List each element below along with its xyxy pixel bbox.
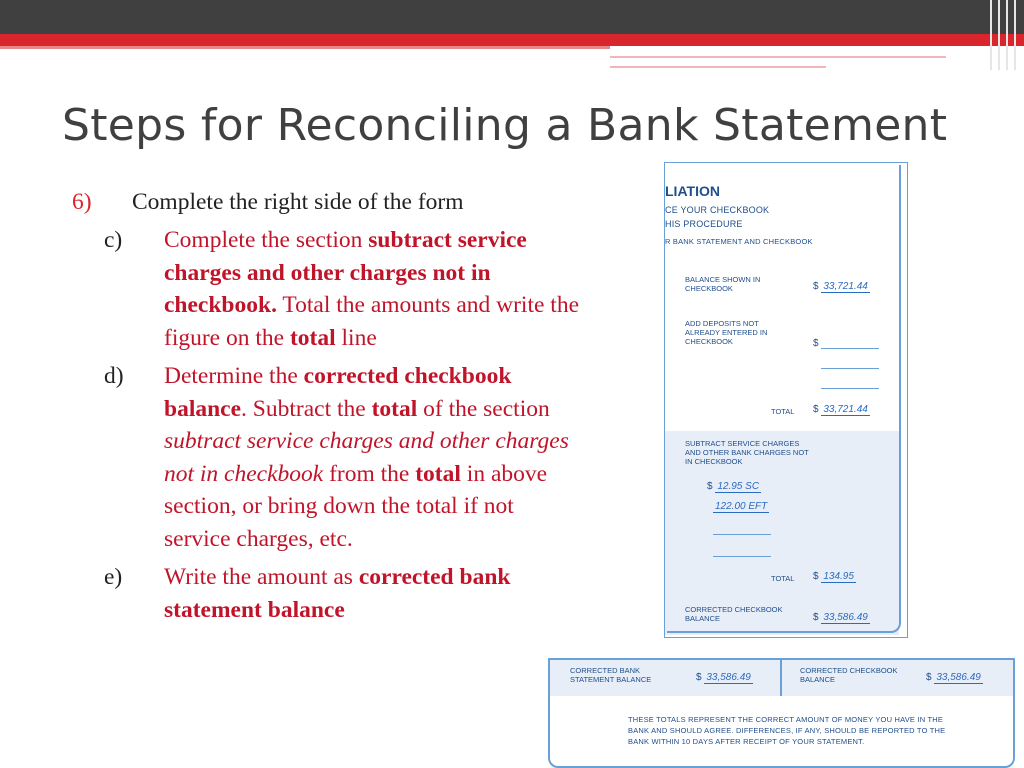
- reconciliation-form-image: [664, 162, 908, 638]
- step-number: 6): [72, 189, 92, 215]
- summary-note: THESE TOTALS REPRESENT THE CORRECT AMOUNT OF MONEY YOU HAVE IN THE BANK AND SHOULD AGREE. DIFFERENCES, IF ANY, SHOULD BE REPORTED TO THE BANK WITHIN 10 DAYS AFTER RECEIPT OF YOUR STATEMENT.: [628, 715, 946, 746]
- substep-number: d): [104, 363, 124, 389]
- substep-number: c): [104, 227, 123, 253]
- summary-divider: [780, 660, 782, 696]
- decor-stripes: [984, 0, 1024, 70]
- charge-line-4: [713, 555, 771, 557]
- step-text: Complete the right side of the form: [132, 189, 464, 215]
- form-subheading-1: CE YOUR CHECKBOOK: [665, 205, 770, 215]
- dollar-sign: $: [813, 338, 819, 349]
- substep-text: Determine the corrected checkbook balance. Subtract the total of the section subtract service charges and other charges not in checkbook from the total in above section, or bring down the total if not service charges, etc.: [164, 363, 569, 552]
- total-label: TOTAL: [771, 407, 795, 416]
- balance-shown-label: BALANCE SHOWN IN CHECKBOOK: [685, 275, 761, 293]
- corrected-bank-amount: $ 33,586.49: [696, 672, 751, 683]
- deposit-line-2: [821, 367, 879, 369]
- form-heading: LIATION: [665, 183, 720, 199]
- add-deposits-label: ADD DEPOSITS NOT ALREADY ENTERED IN CHECKBOOK: [685, 319, 768, 346]
- form-border: [667, 165, 901, 633]
- charge-line-3: [713, 533, 771, 535]
- substep-d: [72, 360, 592, 555]
- decor-line-1: [610, 56, 946, 58]
- corrected-checkbook-summary-amount: $ 33,586.49: [926, 672, 981, 683]
- slide-content: [72, 186, 592, 626]
- slide-title: Steps for Reconciling a Bank Statement: [62, 100, 948, 151]
- deposit-line-3: [821, 387, 879, 389]
- total-amount: $ 33,721.44: [813, 404, 868, 415]
- form-subheading-3: R BANK STATEMENT AND CHECKBOOK: [665, 237, 813, 246]
- substep-e: [72, 561, 592, 626]
- deposit-line-1: [821, 347, 879, 349]
- charge-1-amount: $ 12.95 SC: [707, 481, 760, 492]
- decor-line-2: [610, 66, 826, 68]
- total-2-label: TOTAL: [771, 574, 795, 583]
- form-subheading-2: HIS PROCEDURE: [665, 219, 743, 229]
- balance-shown-amount: $ 33,721.44: [813, 281, 868, 292]
- subtract-charges-label: SUBTRACT SERVICE CHARGES AND OTHER BANK CHARGES NOT IN CHECKBOOK: [685, 439, 809, 466]
- top-red-accent: [0, 46, 610, 49]
- balance-summary-form-image: [548, 658, 1015, 768]
- corrected-checkbook-summary-label: CORRECTED CHECKBOOK BALANCE: [800, 666, 898, 684]
- charge-2-amount: 122.00 EFT: [715, 501, 768, 512]
- substep-text: Complete the section subtract service charges and other charges not in checkbook. Total the amounts and write the figure on the total line: [164, 227, 579, 351]
- top-dark-bar: [0, 0, 1024, 34]
- substep-c: [72, 224, 592, 354]
- corrected-bank-label: CORRECTED BANK STATEMENT BALANCE: [570, 666, 652, 684]
- corrected-checkbook-label: CORRECTED CHECKBOOK BALANCE: [685, 605, 783, 623]
- top-red-bar: [0, 34, 1024, 46]
- substep-text: Write the amount as corrected bank statement balance: [164, 564, 511, 623]
- step-6: [72, 186, 592, 218]
- total-2-amount: $ 134.95: [813, 571, 854, 582]
- corrected-checkbook-amount: $ 33,586.49: [813, 612, 868, 623]
- substep-number: e): [104, 564, 123, 590]
